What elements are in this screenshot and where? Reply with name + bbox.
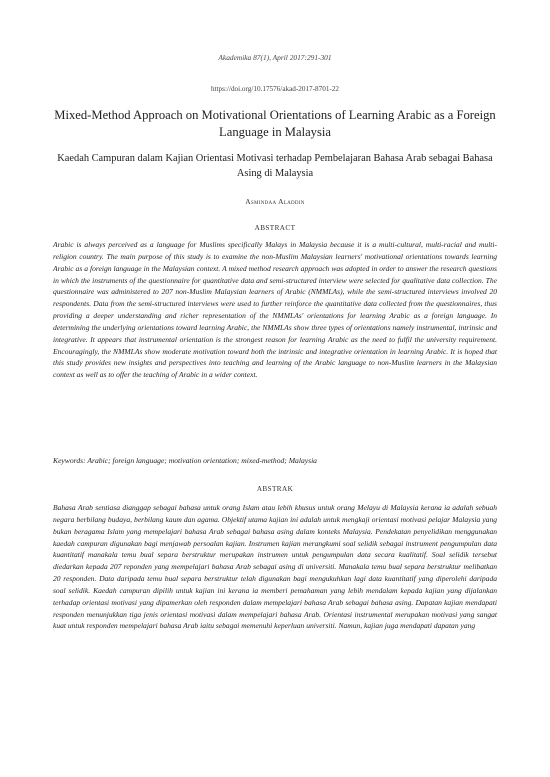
abstract-body: Arabic is always perceived as a language for Muslims specifically Malays in Malaysia because it is a multi-cultural, multi-racial and multi-religion country. The main purpose of this study is to examine the non-Muslim Malaysian learners' motivational orientations towards learning Arabic as a foreign language in the Malaysian context. A mixed method research approach was adopted in order to answer the research questions in which the instruments of the questionnaire for quantitative data and semi-structured interview were selected for qualitative data collection. The questionnaire was administered to 207 non-Muslim Malaysian learners of Arabic (NMMLAs), while the semi-structured interviews involved 20 respondents. Data from the semi-structured interviews were used to further reinforce the quantitative data collected from the questionnaires, thus providing a deeper understanding and richer representation of the NMMLAs' orientations for learning Arabic as a foreign language. In determining the underlying orientations toward learning Arabic, the NMMLAs show three types of orientations namely instrumental, intrinsic and integrative. It appears that instrumental orientation is the strongest reason for learning Arabic as the need to fulfil the university requirement. Encouragingly, the NMMLAs show moderate motivation toward both the intrinsic and integrative orientation in learning Arabic. It is hoped that this study provides new insights and perspectives into teaching and learning of the Arabic language to non-Muslim learners in the Malaysian context as well as to offer the teaching of Arabic in a wider context.: [53, 240, 497, 380]
keywords: Keywords: Arabic; foreign language; motivation orientation; mixed-method; Malaysia: [53, 456, 317, 465]
abstrak-body: Bahasa Arab sentiasa dianggap sebagai bahasa untuk orang Islam atau lebih khusus untuk orang Melayu di Malaysia kerana ia adalah sebuah negara berbilang budaya, berbilang kaum dan agama. Objektif utama kajian ini adalah untuk mengkaji orientasi motivasi pelajar Malaysia yang bukan beragama Islam yang mempelajari bahasa Arab sebagai bahasa asing dalam konteks Malaysia. Pendekatan penyelidikan menggunakan kaedah campuran digunakan bagi menjawab persoalan kajian. Instrumen kajian merangkumi soal selidik sebagai instrument pengumpulan data kuantitatif manakala temu bual separa berstruktur merupakan instrumen untuk pengumpulan data secara kualitatif. Soal selidik tersebut diedarkan kepada 207 reponden yang mempelajari bahasa Arab sebagai asing di universiti. Manakala temu bual separa berstruktur melibatkan 20 responden. Data daripada temu bual separa berstruktur telah digunakan bagi mengukuhkan lagi data kuantitatif yang diperolehi daripada soal selidik. Kaedah campuran dipilih untuk kajian ini kerana ia memberi pemahaman yang lebih mendalam kepada kajian yang dijalankan terhadap orientasi motivasi yang dipamerkan oleh responden dalam mempelajari bahasa Arab sebagai bahasa asing. Dapatan kajian mendapati responden menunjukkan tiga jenis orientasi motivasi dalam mempelajari bahasa Arab. Orientasi instrumental merupakan motivasi yang sangat kuat untuk responden mempelajari bahasa Arab iaitu sebagai memenuhi keperluan universiti. Namun, kajian juga mendapati dapatan yang: [53, 503, 497, 631]
abstract-heading: ABSTRACT: [254, 224, 296, 232]
author-name: Asmindaa Aladdin: [245, 197, 305, 206]
doi-link[interactable]: https://doi.org/10.17576/akad-2017-8701-22: [210, 85, 340, 93]
paper-subtitle: Kaedah Campuran dalam Kajian Orientasi Motivasi terhadap Pembelajaran Bahasa Arab sebagai Bahasa Asing di Malaysia: [57, 153, 493, 179]
abstrak-heading: ABSTRAK: [256, 485, 294, 493]
paper-title: Mixed-Method Approach on Motivational Orientations of Learning Arabic as a Foreign Language in Malaysia: [54, 108, 496, 139]
journal-reference: Akademika 87(1), April 2017:291-301: [218, 53, 332, 62]
